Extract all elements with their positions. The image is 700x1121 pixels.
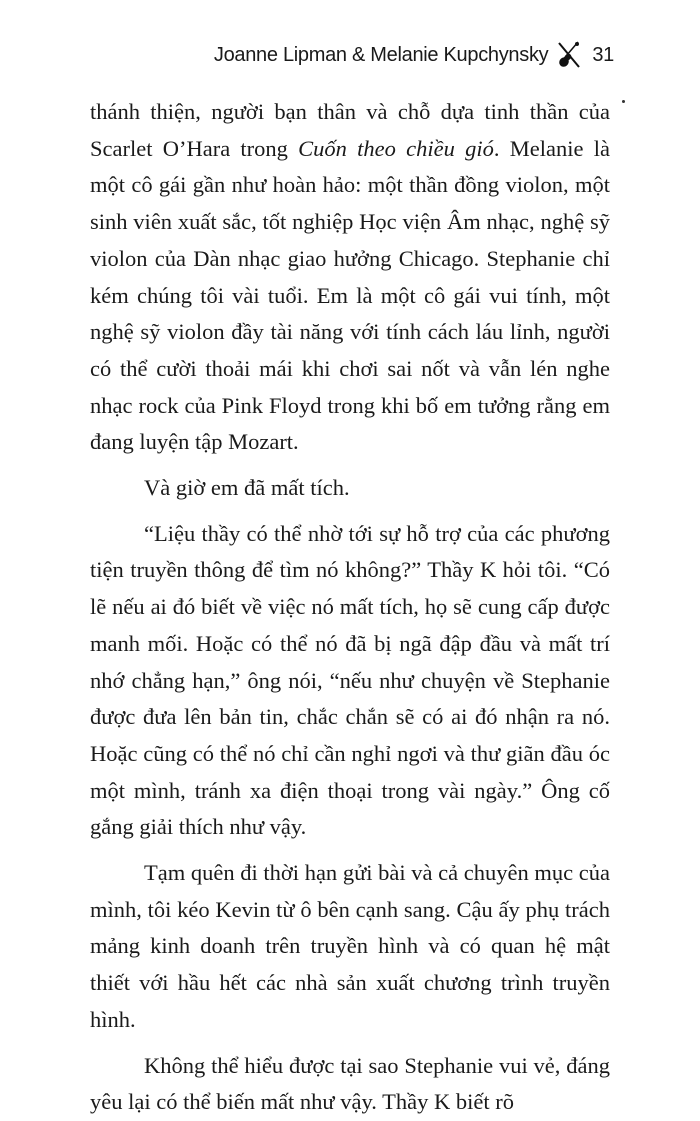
body-text	[90, 94, 610, 1121]
book-title-italic: Cuốn theo chiều gió	[298, 135, 494, 161]
page-number: 31	[592, 43, 614, 66]
running-title: Joanne Lipman & Melanie Kupchynsky	[213, 43, 549, 66]
paragraph-5: Không thể hiểu được tại sao Stephanie vui vẻ, đáng yêu lại có thể biến mất như vậy. Thầy K biết rõ	[90, 1052, 610, 1115]
paragraph-4: Tạm quên đi thời hạn gửi bài và cả chuyên mục của mình, tôi kéo Kevin từ ô bên cạnh sang. Cậu ấy phụ trách mảng kinh doanh trên truyền hình và có quan hệ mật thiết với hầu hết các nhà sản xuất chương trình truyền hình.	[90, 860, 610, 1032]
paragraph-2: Và giờ em đã mất tích.	[144, 475, 350, 501]
print-speck	[622, 100, 625, 103]
paragraph-1-part-b: . Melanie là một cô gái gần như hoàn hảo: một thần đồng violon, một sinh viên xuất sắc, tốt nghiệp Học viện Âm nhạc, nghệ sỹ violon của Dàn nhạc giao hưởng Chicago. Stephanie chỉ kém chúng tôi vài tuổi. Em là một cô gái vui tính, một nghệ sỹ violon đầy tài năng với tính cách láu lỉnh, người có thể cười thoải mái khi chơi sai nốt và vẫn lén nghe nhạc rock của Pink Floyd trong khi bố em tưởng rằng em đang luyện tập Mozart.	[90, 135, 610, 455]
paragraph-1-part-a: thánh thiện, người bạn thân và chỗ dựa tinh thần của Scarlet O’Hara trong	[90, 99, 610, 161]
running-header	[214, 40, 614, 70]
paragraph-3: “Liệu thầy có thể nhờ tới sự hỗ trợ của các phương tiện truyền thông để tìm nó không?” Thầy K hỏi tôi. “Có lẽ nếu ai đó biết về việc nó mất tích, họ sẽ cung cấp được manh mối. Hoặc có thể nó đã bị ngã đập đầu và mất trí nhớ chẳng hạn,” ông nói, “nếu như chuyện về Stephanie được đưa lên bản tin, chắc chắn sẽ có ai đó nhận ra nó. Hoặc cũng có thể nó chỉ cần nghỉ ngơi và thư giãn đầu óc một mình, tránh xa điện thoại trong vài ngày.” Ông cố gắng giải thích như vậy.	[90, 520, 610, 840]
paragraph-1	[90, 94, 610, 461]
violin-icon	[556, 40, 582, 70]
